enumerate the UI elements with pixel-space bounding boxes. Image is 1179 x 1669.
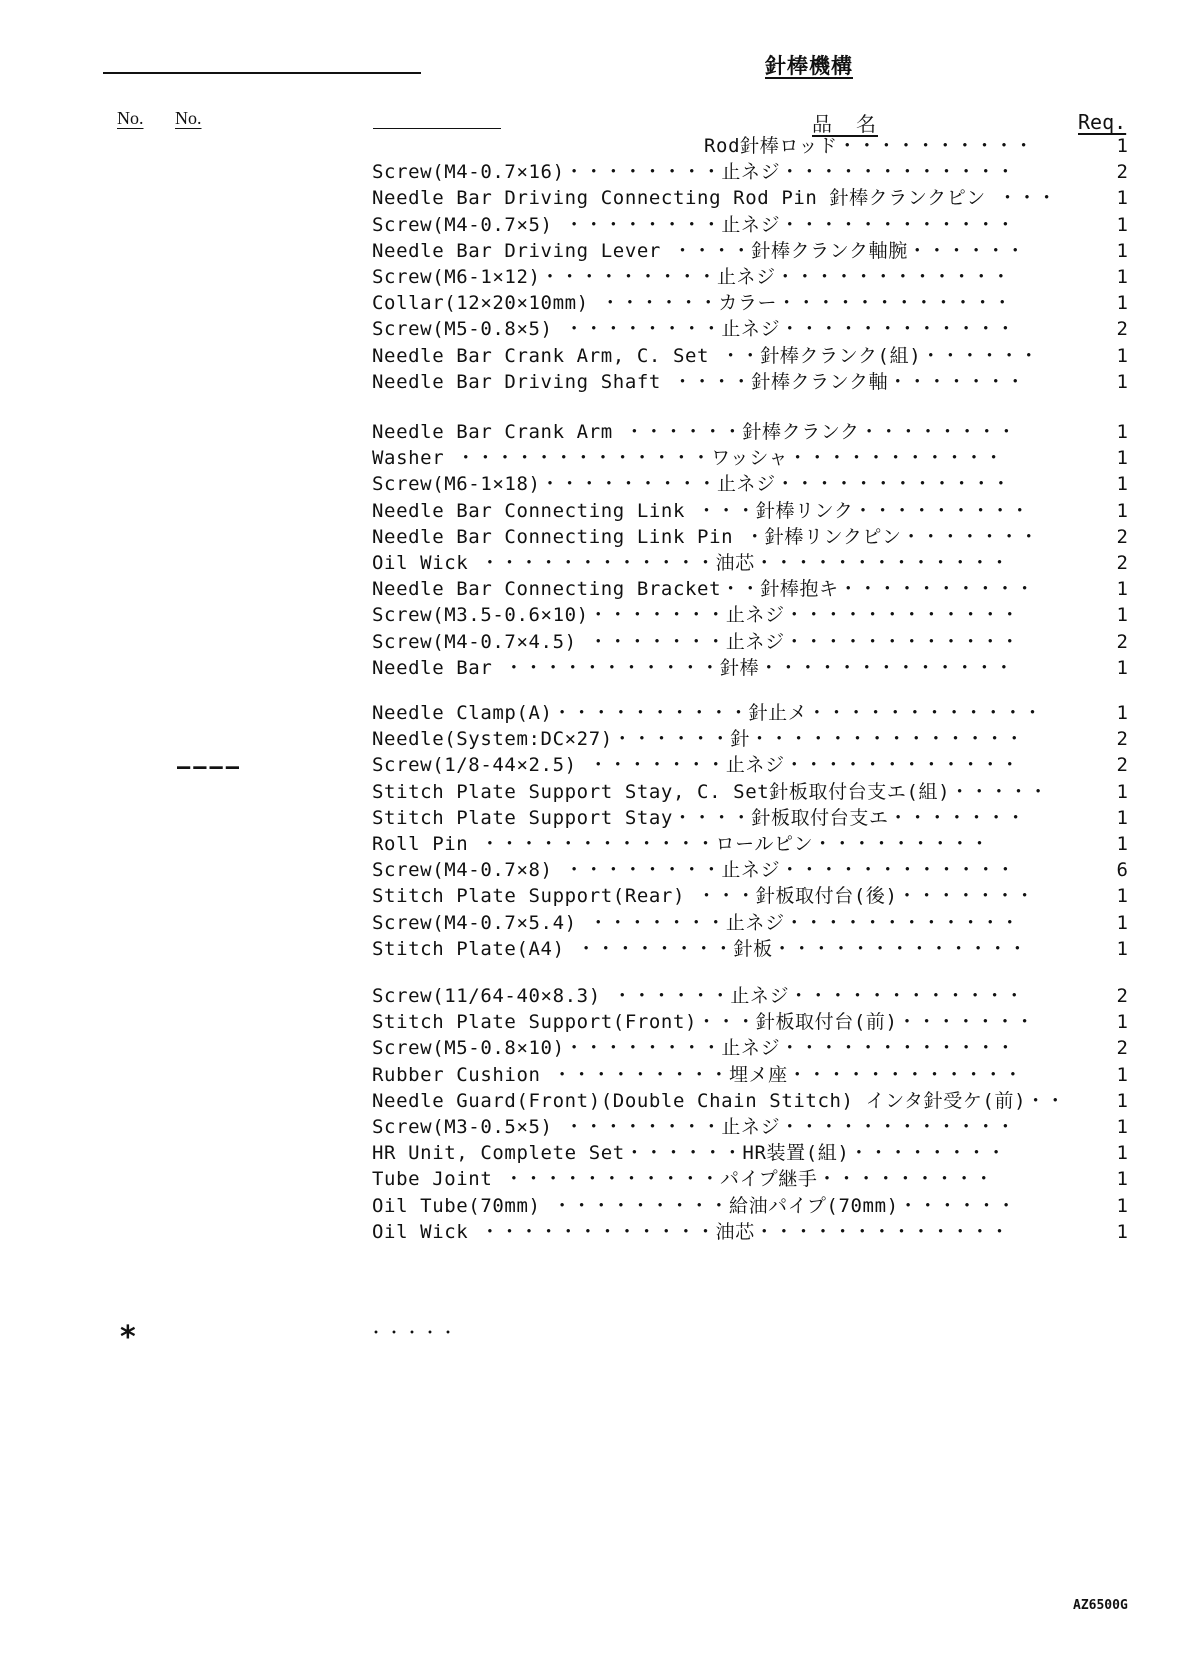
part-quantity: 2	[1116, 1037, 1128, 1059]
part-row	[372, 1035, 1128, 1061]
part-row	[372, 498, 1128, 524]
part-description: Rubber Cushion ・・・・・・・・・埋メ座・・・・・・・・・・・・	[372, 1064, 1023, 1086]
part-description: Oil Wick ・・・・・・・・・・・・油芯・・・・・・・・・・・・・	[372, 1221, 1010, 1243]
column-header-no-2: No.	[175, 108, 202, 128]
part-quantity: 1	[1116, 292, 1128, 314]
asterisk-mark: *	[120, 1320, 136, 1355]
part-row	[372, 1193, 1128, 1219]
part-description: Rod針棒ロッド・・・・・・・・・・	[704, 135, 1034, 157]
part-quantity: 1	[1116, 473, 1128, 495]
part-row	[372, 133, 1128, 159]
part-description: Needle Clamp(A)・・・・・・・・・・針止メ・・・・・・・・・・・・	[372, 702, 1043, 724]
part-row	[372, 779, 1128, 805]
part-row	[372, 290, 1128, 316]
part-description: Screw(M5-0.8×5) ・・・・・・・・止ネジ・・・・・・・・・・・・	[372, 318, 1016, 340]
part-quantity: 1	[1116, 702, 1128, 724]
part-row	[372, 238, 1128, 264]
part-row	[372, 576, 1128, 602]
part-description: Oil Tube(70mm) ・・・・・・・・・給油パイプ(70mm)・・・・・・	[372, 1195, 1017, 1217]
part-description: Needle Bar Crank Arm ・・・・・・針棒クランク・・・・・・・・	[372, 421, 1017, 443]
part-quantity: 2	[1116, 985, 1128, 1007]
part-description: HR Unit, Complete Set・・・・・・HR装置(組)・・・・・・・・	[372, 1142, 1007, 1164]
part-description: Needle Bar Connecting Bracket・・針棒抱キ・・・・・・・・・・	[372, 578, 1035, 600]
part-description: Tube Joint ・・・・・・・・・・・パイプ継手・・・・・・・・・	[372, 1168, 994, 1190]
part-description: Stitch Plate Support(Rear) ・・・針板取付台(後)・・・・・・・	[372, 885, 1035, 907]
part-description: Screw(M5-0.8×10)・・・・・・・・止ネジ・・・・・・・・・・・・	[372, 1037, 1016, 1059]
part-description: Needle Bar Driving Shaft ・・・・針棒クランク軸・・・・・・・	[372, 371, 1026, 393]
part-quantity: 1	[1116, 657, 1128, 679]
part-row	[372, 1062, 1128, 1088]
part-quantity: 1	[1116, 885, 1128, 907]
part-row	[372, 655, 1128, 681]
part-description: Screw(11/64-40×8.3) ・・・・・・止ネジ・・・・・・・・・・・・	[372, 985, 1025, 1007]
part-description: Needle Bar Driving Lever ・・・・針棒クランク軸腕・・・・・・	[372, 240, 1026, 262]
part-row	[372, 1009, 1128, 1035]
part-quantity: 1	[1116, 1195, 1128, 1217]
part-quantity: 1	[1116, 1116, 1128, 1138]
part-row	[372, 343, 1128, 369]
part-quantity: 1	[1116, 1142, 1128, 1164]
part-row	[372, 602, 1128, 628]
part-quantity: 2	[1116, 631, 1128, 653]
part-description: Needle Bar ・・・・・・・・・・・針棒・・・・・・・・・・・・・	[372, 657, 1015, 679]
part-quantity: 2	[1116, 728, 1128, 750]
part-description: Screw(M3-0.5×5) ・・・・・・・・止ネジ・・・・・・・・・・・・	[372, 1116, 1016, 1138]
part-quantity: 1	[1116, 604, 1128, 626]
header-rule-mid	[373, 128, 501, 129]
part-description: Stitch Plate Support Stay・・・・針板取付台支エ・・・・・・・	[372, 807, 1026, 829]
part-quantity: 1	[1116, 187, 1128, 209]
part-description: Stitch Plate Support Stay, C. Set針板取付台支エ(組)・・・・・	[372, 781, 1049, 803]
part-quantity: 1	[1116, 1011, 1128, 1033]
part-description: Stitch Plate Support(Front)・・・針板取付台(前)・・・・・・・	[372, 1011, 1035, 1033]
part-row	[372, 1114, 1128, 1140]
part-quantity: 1	[1116, 1168, 1128, 1190]
part-row	[372, 524, 1128, 550]
part-description: Washer ・・・・・・・・・・・・・ワッシャ・・・・・・・・・・・	[372, 447, 1004, 469]
part-row	[372, 983, 1128, 1009]
part-description: Needle(System:DC×27)・・・・・・針・・・・・・・・・・・・・・	[372, 728, 1025, 750]
part-description: Screw(M4-0.7×5) ・・・・・・・・止ネジ・・・・・・・・・・・・	[372, 214, 1016, 236]
part-row	[372, 1219, 1128, 1245]
part-row	[372, 471, 1128, 497]
part-quantity: 1	[1116, 135, 1128, 157]
part-description: Needle Guard(Front)(Double Chain Stitch) インタ針受ケ(前)・・	[372, 1090, 1066, 1112]
part-row	[372, 185, 1128, 211]
part-quantity: 1	[1116, 938, 1128, 960]
part-description: Screw(M4-0.7×16)・・・・・・・・止ネジ・・・・・・・・・・・・	[372, 161, 1016, 183]
page-title: 針棒機構	[765, 54, 853, 78]
part-description: Oil Wick ・・・・・・・・・・・・油芯・・・・・・・・・・・・・	[372, 552, 1010, 574]
part-quantity: 1	[1116, 447, 1128, 469]
part-row	[372, 369, 1128, 395]
part-quantity: 1	[1116, 500, 1128, 522]
part-row	[372, 1140, 1128, 1166]
part-row	[372, 212, 1128, 238]
header-rule-left	[103, 72, 421, 74]
part-quantity: 1	[1116, 345, 1128, 367]
part-description: Needle Bar Connecting Link ・・・針棒リンク・・・・・・・・・	[372, 500, 1030, 522]
column-header-name: 品 名	[812, 112, 878, 136]
part-row	[372, 445, 1128, 471]
part-quantity: 1	[1116, 781, 1128, 803]
part-quantity: 1	[1116, 807, 1128, 829]
part-row	[372, 805, 1128, 831]
part-quantity: 1	[1116, 833, 1128, 855]
part-row	[372, 910, 1128, 936]
part-row	[372, 936, 1128, 962]
part-quantity: 2	[1116, 526, 1128, 548]
column-header-req: Req.	[1078, 110, 1127, 134]
part-quantity: 1	[1116, 1090, 1128, 1112]
part-quantity: 2	[1116, 318, 1128, 340]
part-quantity: 1	[1116, 214, 1128, 236]
part-quantity: 2	[1116, 552, 1128, 574]
part-quantity: 1	[1116, 578, 1128, 600]
part-row	[372, 857, 1128, 883]
part-description: Screw(1/8-44×2.5) ・・・・・・・止ネジ・・・・・・・・・・・・	[372, 754, 1020, 776]
part-quantity: 1	[1116, 1064, 1128, 1086]
part-row	[372, 1088, 1128, 1114]
part-quantity: 6	[1116, 859, 1128, 881]
part-description: Screw(M3.5-0.6×10)・・・・・・・止ネジ・・・・・・・・・・・・	[372, 604, 1020, 626]
part-description: Needle Bar Driving Connecting Rod Pin 針棒クランクピン ・・・	[372, 187, 1057, 209]
part-quantity: 2	[1116, 161, 1128, 183]
part-row	[372, 831, 1128, 857]
part-row	[372, 883, 1128, 909]
part-quantity: 1	[1116, 912, 1128, 934]
part-quantity: 1	[1116, 240, 1128, 262]
part-row	[372, 629, 1128, 655]
part-description: Screw(M4-0.7×8) ・・・・・・・・止ネジ・・・・・・・・・・・・	[372, 859, 1016, 881]
part-description: Stitch Plate(A4) ・・・・・・・・針板・・・・・・・・・・・・・	[372, 938, 1028, 960]
part-row	[372, 550, 1128, 576]
part-quantity: 1	[1116, 421, 1128, 443]
part-row	[372, 316, 1128, 342]
part-description: Screw(M6-1×12)・・・・・・・・・止ネジ・・・・・・・・・・・・	[372, 266, 1011, 288]
part-description: Roll Pin ・・・・・・・・・・・・ロールピン・・・・・・・・・	[372, 833, 990, 855]
part-row	[372, 726, 1128, 752]
part-quantity: 1	[1116, 1221, 1128, 1243]
part-row	[372, 159, 1128, 185]
part-description: Screw(M4-0.7×5.4) ・・・・・・・止ネジ・・・・・・・・・・・・	[372, 912, 1020, 934]
part-quantity: 2	[1116, 754, 1128, 776]
part-row	[372, 700, 1128, 726]
part-row	[372, 1166, 1128, 1192]
part-row	[372, 419, 1128, 445]
part-row	[372, 264, 1128, 290]
asterisk-note: ・・・・・	[368, 1323, 459, 1342]
part-description: Needle Bar Crank Arm, C. Set ・・針棒クランク(組)・・・・・・	[372, 345, 1039, 367]
column-header-no-1: No.	[117, 108, 144, 128]
part-description: Needle Bar Connecting Link Pin ・針棒リンクピン・・・・・・・	[372, 526, 1039, 548]
part-quantity: 1	[1116, 371, 1128, 393]
document-code: AZ6500G	[1073, 1598, 1128, 1613]
part-quantity: 1	[1116, 266, 1128, 288]
part-description: Screw(M6-1×18)・・・・・・・・・止ネジ・・・・・・・・・・・・	[372, 473, 1011, 495]
part-row	[372, 752, 1128, 778]
part-description: Collar(12×20×10mm) ・・・・・・カラー・・・・・・・・・・・・	[372, 292, 1013, 314]
part-description: Screw(M4-0.7×4.5) ・・・・・・・止ネジ・・・・・・・・・・・・	[372, 631, 1020, 653]
dash-mark: ––––	[177, 755, 242, 780]
